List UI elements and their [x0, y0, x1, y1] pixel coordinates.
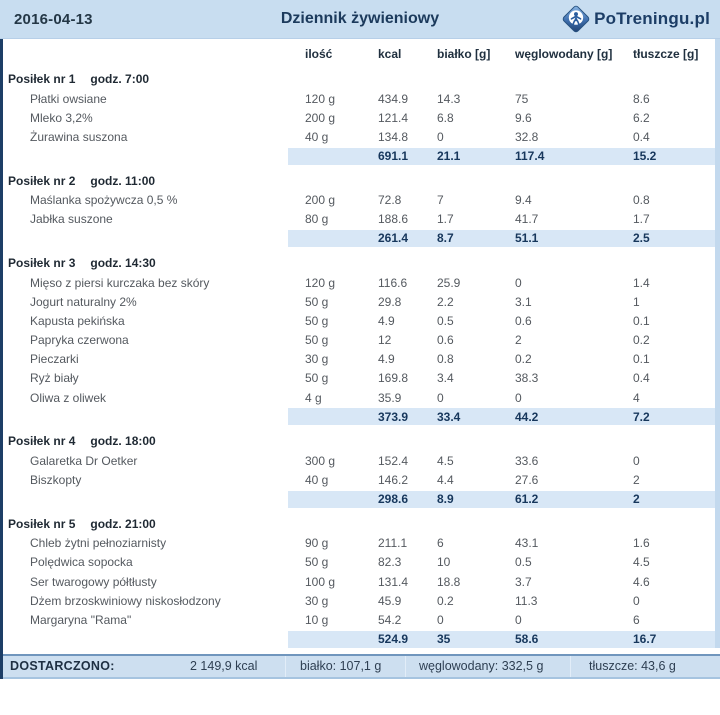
diary-frame: [0, 39, 720, 679]
food-carbs: 33.6: [515, 453, 539, 468]
food-protein: 0: [437, 612, 444, 627]
food-name: Mięso z piersi kurczaka bez skóry: [30, 275, 210, 290]
meal-total-carbs: 51.1: [515, 231, 539, 246]
meal-time: godz. 21:00: [90, 516, 156, 531]
meal-time: godz. 7:00: [90, 72, 150, 86]
food-carbs: 32.8: [515, 129, 539, 144]
meal-items: [3, 534, 715, 630]
meal-items: [3, 273, 715, 407]
totals-carbs: węglowodany: 332,5 g: [405, 656, 570, 677]
column-header-fat: tłuszcze [g]: [633, 47, 699, 61]
food-carbs: 9.4: [515, 193, 532, 208]
food-kcal: 121.4: [378, 110, 409, 125]
meal-name: Posiłek nr 3: [8, 255, 76, 270]
meal-total-fat: 2: [633, 492, 640, 507]
food-amount: 90 g: [305, 536, 329, 551]
column-header-amount: ilość: [305, 47, 333, 61]
food-kcal: 29.8: [378, 294, 402, 309]
meal-total-kcal: 373.9: [378, 409, 409, 424]
food-amount: 50 g: [305, 313, 329, 328]
meal-total-row: [288, 631, 715, 648]
food-carbs: 0.5: [515, 555, 532, 570]
food-kcal: 4.9: [378, 313, 395, 328]
food-protein: 0: [437, 129, 444, 144]
food-fat: 1: [633, 294, 640, 309]
food-kcal: 152.4: [378, 453, 409, 468]
food-kcal: 131.4: [378, 574, 409, 589]
meal-total-protein: 33.4: [437, 409, 461, 424]
food-amount: 80 g: [305, 212, 329, 227]
food-item-row: [3, 451, 715, 470]
food-amount: 50 g: [305, 333, 329, 348]
food-kcal: 54.2: [378, 612, 402, 627]
food-name: Płatki owsiane: [30, 91, 107, 106]
food-protein: 6.8: [437, 110, 454, 125]
food-name: Margaryna "Rama": [30, 612, 132, 627]
food-name: Galaretka Dr Oetker: [30, 453, 138, 468]
food-amount: 300 g: [305, 453, 336, 468]
meal-name: Posiłek nr 2: [8, 173, 76, 188]
food-fat: 0.8: [633, 193, 650, 208]
food-fat: 0: [633, 593, 640, 608]
food-item-row: [3, 591, 715, 610]
food-amount: 50 g: [305, 371, 329, 386]
meal-header: [3, 432, 715, 451]
food-kcal: 82.3: [378, 555, 402, 570]
meal-header: [3, 172, 715, 191]
food-amount: 120 g: [305, 275, 336, 290]
meal-section: [3, 172, 715, 247]
food-fat: 1.6: [633, 536, 650, 551]
food-name: Mleko 3,2%: [30, 110, 93, 125]
meal-total-carbs: 61.2: [515, 492, 539, 507]
food-fat: 0.4: [633, 371, 650, 386]
column-header-carbs: węglowodany [g]: [515, 47, 613, 61]
food-carbs: 27.6: [515, 473, 539, 488]
food-amount: 200 g: [305, 110, 336, 125]
column-header-protein: białko [g]: [437, 47, 491, 61]
diary-date: 2016-04-13: [14, 10, 93, 28]
food-name: Ser twarogowy półtłusty: [30, 574, 157, 589]
food-amount: 200 g: [305, 193, 336, 208]
meal-header: [3, 254, 715, 273]
food-protein: 4.5: [437, 453, 454, 468]
meal-total-row: [288, 408, 715, 425]
food-carbs: 43.1: [515, 536, 539, 551]
food-fat: 4.6: [633, 574, 650, 589]
food-fat: 4: [633, 390, 640, 405]
food-amount: 40 g: [305, 129, 329, 144]
food-kcal: 169.8: [378, 371, 409, 386]
food-item-row: [3, 572, 715, 591]
meal-total-row: [288, 491, 715, 508]
diary-table: [3, 39, 720, 648]
meal-header: [3, 515, 715, 534]
meal-total-protein: 21.1: [437, 149, 461, 164]
page-title: Dziennik żywieniowy: [280, 10, 440, 27]
header-bar: [0, 0, 720, 39]
column-header-row: [3, 45, 715, 63]
food-carbs: 11.3: [515, 593, 538, 608]
food-fat: 0.4: [633, 129, 650, 144]
food-amount: 40 g: [305, 473, 329, 488]
column-header-kcal: kcal: [378, 47, 402, 61]
food-item-row: [3, 350, 715, 369]
food-item-row: [3, 292, 715, 311]
food-kcal: 434.9: [378, 91, 409, 106]
food-item-row: [3, 388, 715, 407]
food-carbs: 0.2: [515, 352, 532, 367]
meal-items: [3, 451, 715, 489]
meal-section: [3, 432, 715, 507]
food-protein: 0.8: [437, 352, 454, 367]
meal-total-row: [288, 148, 715, 165]
food-carbs: 41.7: [515, 212, 539, 227]
food-kcal: 12: [378, 333, 392, 348]
meal-total-kcal: 524.9: [378, 632, 409, 647]
potreningu-logo-icon: [560, 3, 592, 35]
food-item-row: [3, 553, 715, 572]
food-protein: 1.7: [437, 212, 454, 227]
food-name: Jogurt naturalny 2%: [30, 294, 137, 309]
food-item-row: [3, 273, 715, 292]
food-protein: 4.4: [437, 473, 454, 488]
food-kcal: 146.2: [378, 473, 409, 488]
food-name: Oliwa z oliwek: [30, 390, 107, 405]
food-name: Papryka czerwona: [30, 333, 129, 348]
meal-total-kcal: 691.1: [378, 149, 409, 164]
food-item-row: [3, 311, 715, 330]
food-protein: 2.2: [437, 294, 454, 309]
food-item-row: [3, 89, 715, 108]
food-fat: 6: [633, 612, 640, 627]
food-amount: 30 g: [305, 352, 329, 367]
food-item-row: [3, 331, 715, 350]
meal-section: [3, 254, 715, 425]
food-carbs: 38.3: [515, 371, 539, 386]
food-fat: 6.2: [633, 110, 650, 125]
food-name: Jabłka suszone: [30, 212, 113, 227]
food-name: Kapusta pekińska: [30, 313, 125, 328]
logo-text: PoTreningu.pl: [594, 9, 710, 28]
food-amount: 10 g: [305, 612, 329, 627]
food-item-row: [3, 191, 715, 210]
totals-bar: [3, 654, 720, 679]
meal-items: [3, 191, 715, 229]
meal-total-protein: 35: [437, 632, 451, 647]
meal-total-fat: 2.5: [633, 231, 650, 246]
food-fat: 0.1: [633, 352, 650, 367]
meal-total-carbs: 117.4: [515, 149, 545, 164]
food-fat: 0: [633, 453, 640, 468]
meal-time: godz. 11:00: [90, 173, 156, 188]
meal-name: Posiłek nr 4: [8, 434, 76, 449]
food-kcal: 4.9: [378, 352, 395, 367]
totals-fat: tłuszcze: 43,6 g: [570, 656, 720, 677]
food-protein: 7: [437, 193, 444, 208]
meal-total-protein: 8.7: [437, 231, 454, 246]
meal-total-carbs: 58.6: [515, 632, 539, 647]
food-amount: 50 g: [305, 294, 329, 309]
meal-name: Posiłek nr 1: [8, 72, 76, 86]
food-fat: 0.2: [633, 333, 650, 348]
food-carbs: 75: [515, 91, 529, 106]
food-protein: 3.4: [437, 371, 454, 386]
food-fat: 8.6: [633, 91, 650, 106]
meals-container: [3, 70, 715, 648]
food-kcal: 211.1: [378, 536, 408, 551]
food-amount: 120 g: [305, 91, 336, 106]
food-protein: 25.9: [437, 275, 461, 290]
food-carbs: 0: [515, 275, 522, 290]
food-fat: 1.4: [633, 275, 650, 290]
food-name: Polędwica sopocka: [30, 555, 133, 570]
food-item-row: [3, 127, 715, 146]
food-item-row: [3, 369, 715, 388]
food-protein: 14.3: [437, 91, 461, 106]
meal-total-kcal: 298.6: [378, 492, 409, 507]
food-kcal: 116.6: [378, 275, 408, 290]
food-fat: 0.1: [633, 313, 650, 328]
food-name: Dżem brzoskwiniowy niskosłodzony: [30, 593, 221, 608]
food-item-row: [3, 610, 715, 629]
food-carbs: 0: [515, 390, 522, 405]
food-protein: 0.2: [437, 593, 454, 608]
food-amount: 50 g: [305, 555, 329, 570]
meal-time: godz. 14:30: [90, 255, 156, 270]
food-carbs: 0.6: [515, 313, 532, 328]
meal-total-row: [288, 230, 715, 247]
food-kcal: 45.9: [378, 593, 402, 608]
meal-items: [3, 89, 715, 147]
food-item-row: [3, 210, 715, 229]
meal-section: [3, 515, 715, 648]
meal-total-fat: 15.2: [633, 149, 657, 164]
food-carbs: 3.1: [515, 294, 532, 309]
food-carbs: 0: [515, 612, 522, 627]
food-fat: 1.7: [633, 212, 650, 227]
meal-total-kcal: 261.4: [378, 231, 409, 246]
meal-total-carbs: 44.2: [515, 409, 539, 424]
totals-protein: białko: 107,1 g: [285, 656, 405, 677]
food-carbs: 9.6: [515, 110, 532, 125]
food-name: Ryż biały: [30, 371, 79, 386]
food-item-row: [3, 534, 715, 553]
food-carbs: 2: [515, 333, 522, 348]
food-item-row: [3, 108, 715, 127]
food-protein: 0.5: [437, 313, 454, 328]
meal-total-protein: 8.9: [437, 492, 454, 507]
food-kcal: 35.9: [378, 390, 402, 405]
food-protein: 0: [437, 390, 444, 405]
food-protein: 10: [437, 555, 451, 570]
food-carbs: 3.7: [515, 574, 532, 589]
food-amount: 30 g: [305, 593, 329, 608]
food-protein: 18.8: [437, 574, 461, 589]
potreningu-logo[interactable]: [560, 0, 710, 38]
totals-label: DOSTARCZONO:: [10, 659, 115, 674]
meal-total-fat: 16.7: [633, 632, 657, 647]
food-item-row: [3, 470, 715, 489]
food-amount: 4 g: [305, 390, 322, 405]
food-protein: 0.6: [437, 333, 454, 348]
food-kcal: 134.8: [378, 129, 409, 144]
food-name: Maślanka spożywcza 0,5 %: [30, 193, 178, 208]
meal-time: godz. 18:00: [90, 434, 156, 449]
meal-header: [3, 70, 715, 89]
food-name: Żurawina suszona: [30, 129, 128, 144]
meal-section: [3, 70, 715, 165]
food-kcal: 188.6: [378, 212, 409, 227]
food-fat: 4.5: [633, 555, 650, 570]
food-amount: 100 g: [305, 574, 336, 589]
food-kcal: 72.8: [378, 193, 402, 208]
food-protein: 6: [437, 536, 444, 551]
food-name: Pieczarki: [30, 352, 79, 367]
food-name: Chleb żytni pełnoziarnisty: [30, 536, 167, 551]
meal-total-fat: 7.2: [633, 409, 650, 424]
totals-kcal: 2 149,9 kcal: [190, 659, 258, 674]
food-name: Biszkopty: [30, 473, 82, 488]
meal-name: Posiłek nr 5: [8, 516, 76, 531]
food-fat: 2: [633, 473, 640, 488]
